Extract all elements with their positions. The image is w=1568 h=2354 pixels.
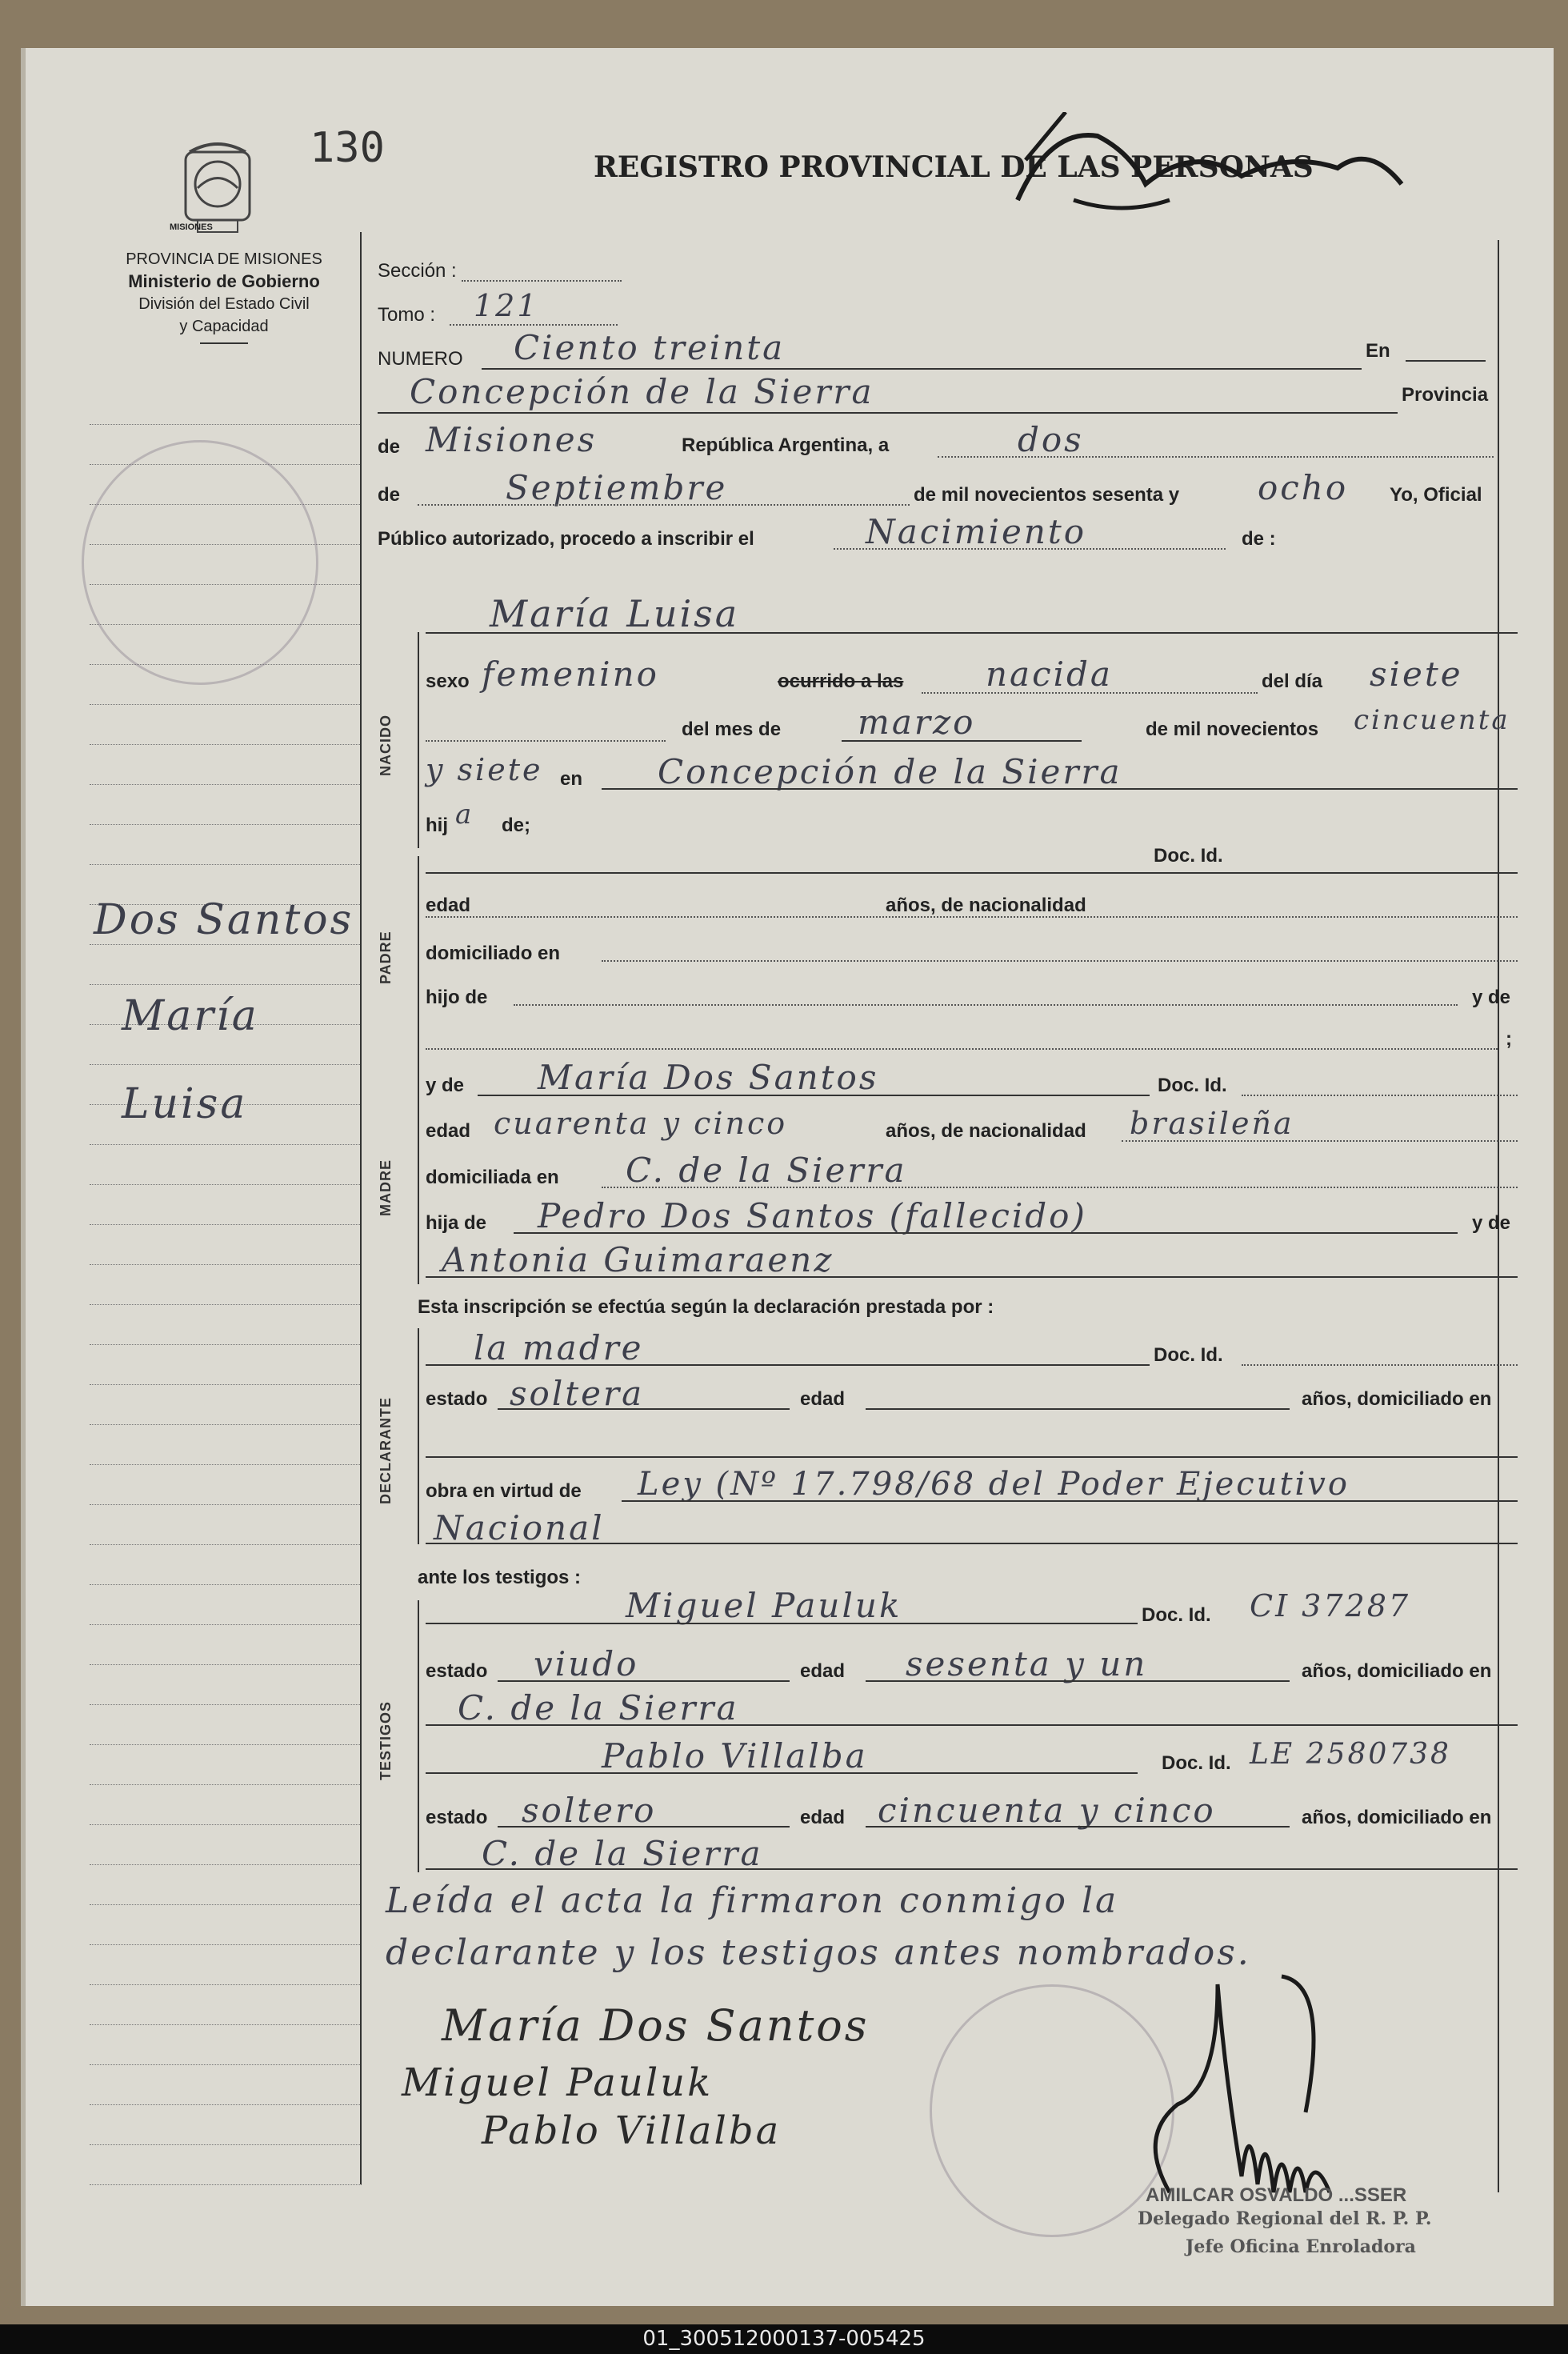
del-dia-label: del día — [1262, 671, 1323, 692]
page-number: 130 — [310, 124, 385, 172]
declarante-side-label: DECLARANTE — [378, 1397, 394, 1504]
testigo2-domicilio: C. de la Sierra — [482, 1834, 763, 1873]
del-dia-value: siete — [1370, 655, 1463, 694]
provincia-value: Misiones — [426, 420, 598, 459]
testigo2-estado: soltero — [522, 1791, 657, 1830]
stamp-signature — [1002, 112, 1418, 224]
ministry-line1: PROVINCIA DE MISIONES — [126, 250, 322, 268]
padre-y-de-label: y de — [1472, 987, 1511, 1008]
testigo2-doc: LE 2580738 — [1250, 1738, 1451, 1771]
padre-anios-label: años, de nacionalidad — [886, 895, 1086, 916]
madre-padre-value: Pedro Dos Santos (fallecido) — [538, 1196, 1087, 1235]
provincia-label: Provincia — [1402, 384, 1489, 406]
testigo1-doc-label: Doc. Id. — [1142, 1604, 1211, 1626]
madre-anios-label: años, de nacionalidad — [886, 1120, 1086, 1142]
crest-label: MISIONES — [170, 222, 213, 232]
numero-label: NUMERO — [378, 348, 463, 370]
nacido-anio-value2: y siete — [426, 752, 543, 787]
madre-y-de2-label: y de — [1472, 1212, 1511, 1234]
numero-value: Ciento treinta — [514, 328, 786, 367]
obra-label: obra en virtud de — [426, 1480, 582, 1502]
mil-label: de mil novecientos — [1146, 719, 1319, 740]
closing-line2: declarante y los testigos antes nombrados. — [386, 1932, 1251, 1973]
madre-domicilio: C. de la Sierra — [626, 1151, 907, 1190]
officer-name: AMILCAR OSVALDO ...SSER — [1146, 2184, 1407, 2206]
padre-doc-label: Doc. Id. — [1154, 845, 1223, 867]
left-faded-stamp — [82, 440, 318, 685]
del-mes-label: del mes de — [682, 719, 782, 740]
republica-label: República Argentina, a — [682, 434, 890, 456]
obra-value2: Nacional — [434, 1508, 605, 1547]
padre-semicolon: ; — [1506, 1028, 1512, 1050]
officer-signature — [1122, 1952, 1410, 2208]
officer-title1: Delegado Regional del R. P. P. — [1138, 2208, 1432, 2229]
hij-de-label: de; — [502, 815, 530, 836]
declarante-edad-label: edad — [800, 1388, 846, 1410]
signature-declarante: María Dos Santos — [442, 2000, 870, 2051]
declarante-doc-label: Doc. Id. — [1154, 1344, 1223, 1366]
anio-value: ocho — [1258, 468, 1349, 507]
margin-note-name2: Luisa — [122, 1080, 248, 1128]
mes-value: Septiembre — [506, 468, 728, 507]
testigo1-estado: viudo — [534, 1644, 639, 1683]
nacido-lugar: Concepción de la Sierra — [658, 752, 1122, 791]
hij-value: a — [455, 799, 474, 831]
ministry-block — [88, 248, 360, 344]
de2-label: de — [378, 484, 401, 506]
testigos-side-label: TESTIGOS — [378, 1700, 394, 1780]
de3-label: de : — [1242, 528, 1276, 550]
declarante-estado-value: soltera — [510, 1374, 645, 1413]
madre-doc-label: Doc. Id. — [1158, 1075, 1227, 1096]
ministry-line4: y Capacidad — [179, 318, 269, 335]
ocurrido-value: nacida — [986, 655, 1113, 694]
declarante-nombre: la madre — [474, 1328, 644, 1367]
dia-value: dos — [1018, 420, 1084, 459]
margin-note-name1: María — [122, 992, 259, 1040]
margin-note-surname: Dos Santos — [94, 896, 354, 944]
testigo2-edad-label: edad — [800, 1807, 846, 1828]
ministry-line2: Ministerio de Gobierno — [128, 271, 320, 291]
ministry-line3: División del Estado Civil — [138, 295, 310, 313]
publico-label: Público autorizado, procedo a inscribir el — [378, 528, 754, 550]
oficial-label: Yo, Oficial — [1390, 484, 1482, 506]
hij-label: hij — [426, 815, 448, 836]
acto-value: Nacimiento — [866, 512, 1087, 551]
nacido-mes-value: marzo — [858, 703, 976, 742]
sexo-label: sexo — [426, 671, 470, 692]
nacido-anio-value: cincuenta — [1354, 704, 1510, 736]
declarante-anios-label: años, domiciliado en — [1302, 1388, 1492, 1410]
signature-testigo2: Pablo Villalba — [482, 2108, 782, 2153]
testigo1-domicilio: C. de la Sierra — [458, 1688, 739, 1727]
madre-hija-label: hija de — [426, 1212, 487, 1234]
de-label: de — [378, 436, 401, 458]
declarante-estado-label: estado — [426, 1388, 488, 1410]
madre-nombre: María Dos Santos — [538, 1058, 879, 1097]
testigos-intro: ante los testigos : — [418, 1567, 582, 1588]
testigo2-nombre: Pablo Villalba — [602, 1736, 868, 1776]
nacido-nombre: María Luisa — [490, 592, 740, 635]
madre-edad-label: edad — [426, 1120, 471, 1142]
nacido-en-label: en — [560, 768, 583, 790]
footer-id: 01_300512000137-005425 — [0, 2324, 1568, 2354]
padre-edad-label: edad — [426, 895, 471, 916]
officer-title2: Jefe Oficina Enroladora — [1186, 2236, 1416, 2257]
tomo-value: 121 — [474, 288, 539, 323]
madre-domiciliada-label: domiciliada en — [426, 1167, 559, 1188]
page-title: REGISTRO PROVINCIAL DE LAS PERSONAS — [594, 150, 1314, 184]
testigo2-anios-label: años, domiciliado en — [1302, 1807, 1492, 1828]
register-page — [21, 48, 1554, 2306]
madre-side-label: MADRE — [378, 1159, 394, 1216]
closing-line1: Leída el acta la firmaron conmigo la — [386, 1880, 1119, 1921]
testigo2-edad: cincuenta y cinco — [878, 1791, 1216, 1830]
testigo1-nombre: Miguel Pauluk — [626, 1586, 902, 1625]
testigo1-anios-label: años, domiciliado en — [1302, 1660, 1492, 1682]
madre-y-de-label: y de — [426, 1075, 465, 1096]
madre-nacionalidad: brasileña — [1130, 1106, 1294, 1141]
padre-hijo-label: hijo de — [426, 987, 488, 1008]
lugar-value: Concepción de la Sierra — [410, 372, 874, 411]
testigo1-edad-label: edad — [800, 1660, 846, 1682]
testigo1-estado-label: estado — [426, 1660, 488, 1682]
madre-edad-value: cuarenta y cinco — [494, 1106, 788, 1141]
sexo-value: femenino — [482, 655, 659, 694]
testigo2-estado-label: estado — [426, 1807, 488, 1828]
obra-value: Ley (Nº 17.798/68 del Poder Ejecutivo — [638, 1466, 1350, 1503]
ocurrido-label: ocurrido a las — [778, 671, 904, 692]
padre-side-label: PADRE — [378, 931, 394, 984]
signature-testigo1: Miguel Pauluk — [402, 2060, 714, 2105]
anio-label: de mil novecientos sesenta y — [914, 484, 1180, 506]
seccion-label: Sección : — [378, 260, 457, 282]
testigo1-doc: CI 37287 — [1250, 1588, 1411, 1623]
declarante-intro: Esta inscripción se efectúa según la declaración prestada por : — [418, 1296, 994, 1318]
nacido-side-label: NACIDO — [378, 715, 394, 776]
testigo1-edad: sesenta y un — [906, 1644, 1148, 1683]
padre-domiciliado-label: domiciliado en — [426, 943, 561, 964]
tomo-label: Tomo : — [378, 304, 436, 326]
en-label: En — [1366, 340, 1390, 362]
madre-madre-value: Antonia Guimaraenz — [442, 1240, 834, 1279]
testigo2-doc-label: Doc. Id. — [1162, 1752, 1231, 1774]
